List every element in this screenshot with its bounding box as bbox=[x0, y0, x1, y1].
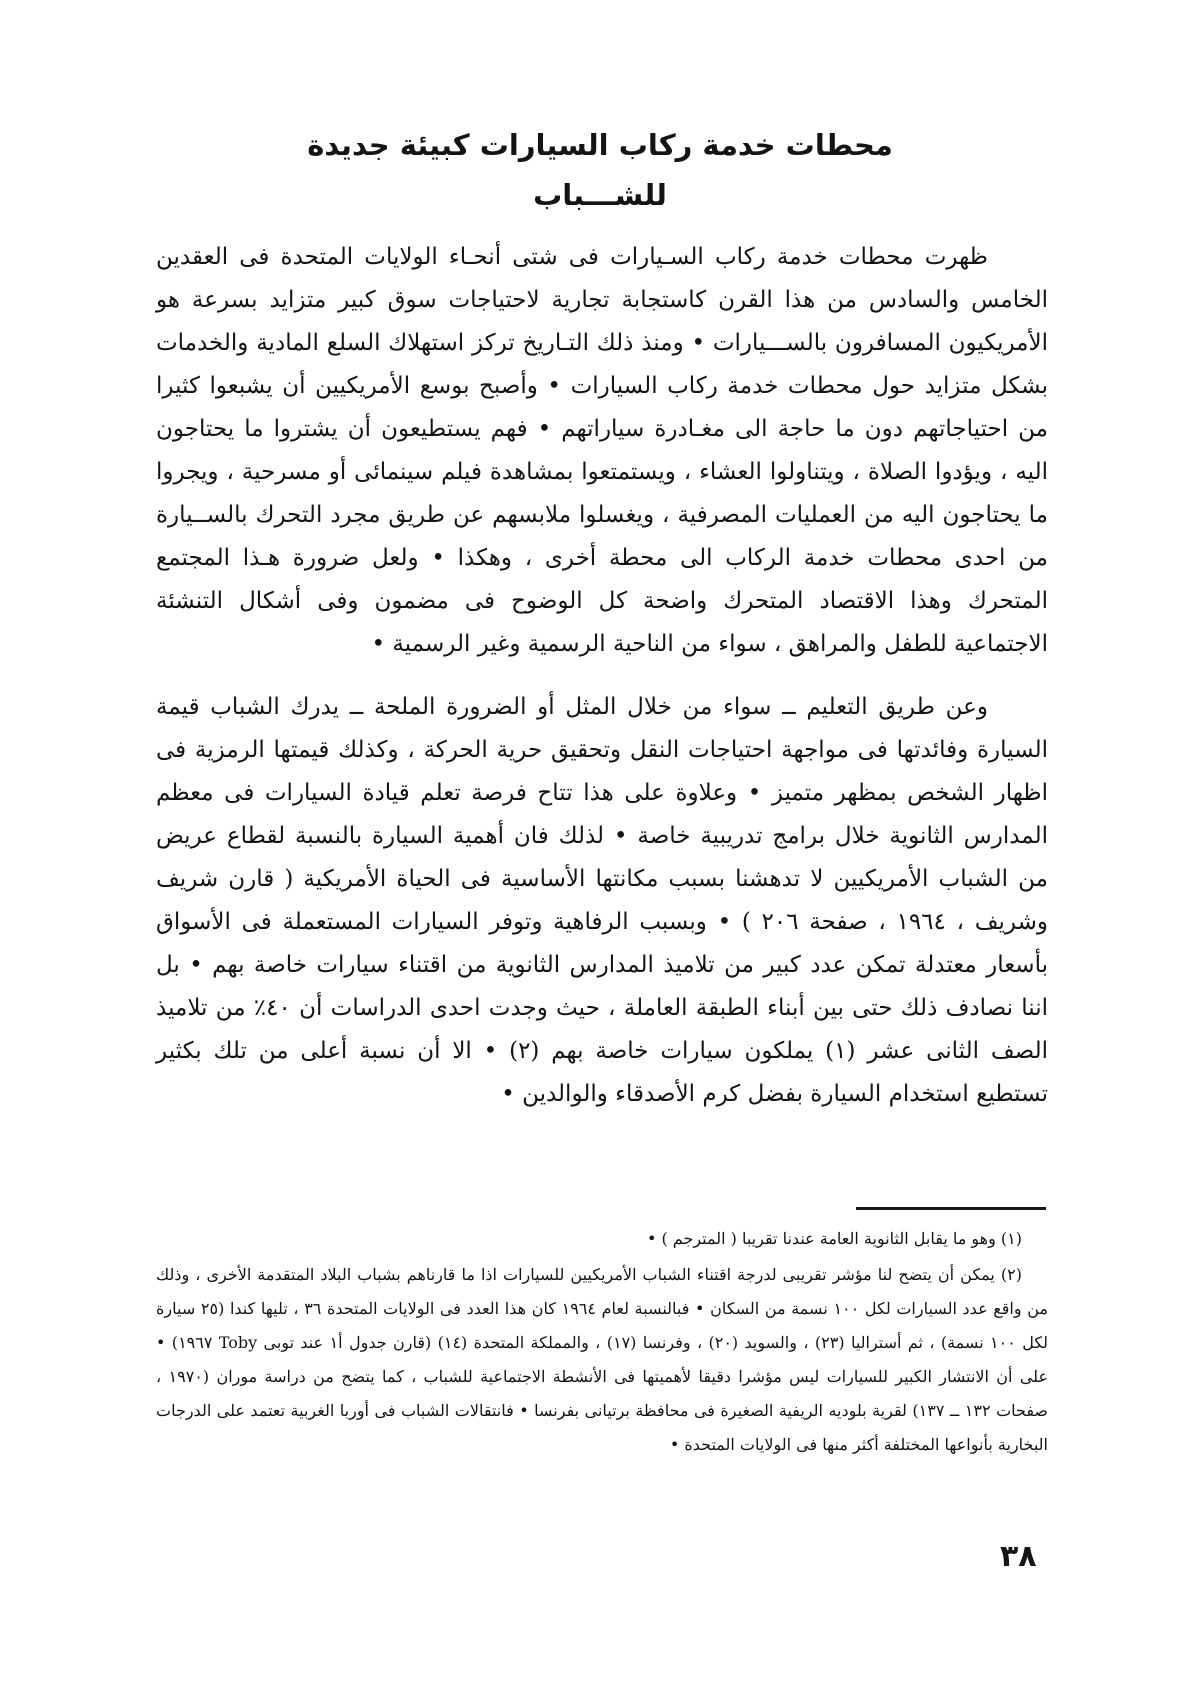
chapter-title bbox=[0, 120, 1200, 220]
page-number: ٣٨ bbox=[1000, 1539, 1037, 1574]
footnote-2: (٢) يمكن أن يتضح لنا مؤشر تقريبى لدرجة اقتناء الشباب الأمريكيين للسيارات اذا ما قارناهم بشباب البلاد المتقدمة الأخرى ، وذلك من واقع عدد السيارات لكل ١٠٠ نسمة من السكان • فبالنسبة لعام ١٩٦٤ كان هذا العدد فى الولايات المتحدة ٣٦ ، تليها كندا (٢٥ سيارة لكل ١٠٠ نسمة) ، ثم أستراليا (٢٣) ، والسويد (٢٠) ، وفرنسا (١٧) ، والمملكة المتحدة (١٤) (قارن جدول أ١ عند توبى Toby ١٩٦٧) • على أن الانتشار الكبير للسيارات ليس مؤشرا دقيقا لأهميتها فى الأنشطة الاجتماعية للشباب ، كما يتضح من دراسة موران (١٩٧٠ ، صفحات ١٣٢ ــ ١٣٧) لقرية بلوديه الريفية الصغيرة فى محافظة برتيانى بفرنسا • فانتقالات الشباب فى أوربا الغربية تعتمد على الدرجات البخارية بأنواعها المختلفة أكثر منها فى الولايات المتحدة • bbox=[156, 1265, 1049, 1454]
footnote-divider bbox=[856, 1207, 1046, 1210]
footnote-1: (١) وهو ما يقابل الثانوية العامة عندنا تقريبا ( المترجم ) • bbox=[646, 1229, 1022, 1248]
footnotes bbox=[156, 1222, 1048, 1462]
title-line-1: محطات خدمة ركاب السيارات كبيئة جديدة bbox=[307, 128, 893, 162]
title-line-2: للشـــباب bbox=[533, 178, 667, 212]
body-text bbox=[156, 236, 1048, 1116]
paragraph-2: وعن طريق التعليم ــ سواء من خلال المثل أو الضرورة الملحة ــ يدرك الشباب قيمة السيارة وفائدتها فى مواجهة احتياجات النقل وتحقيق حرية الحركة ، وكذلك قيمتها الرمزية فى اظهار الشخص بمظهر متميز • وعلاوة على هذا تتاح فرصة تعلم قيادة السيارات فى معظم المدارس الثانوية خلال برامج تدريبية خاصة • لذلك فان أهمية السيارة بالنسبة لقطاع عريض من الشباب الأمريكيين لا تدهشنا بسبب مكانتها الأساسية فى الحياة الأمريكية ( قارن شريف وشريف ، ١٩٦٤ ، صفحة ٢٠٦ ) • وبسبب الرفاهية وتوفر السيارات المستعملة فى الأسواق بأسعار معتدلة تمكن عدد كبير من تلاميذ المدارس الثانوية من اقتناء سيارات خاصة بهم • بل اننا نصادف ذلك حتى بين أبناء الطبقة العاملة ، حيث وجدت احدى الدراسات أن ٤٠٪ من تلاميذ الصف الثانى عشر (١) يملكون سيارات خاصة بهم (٢) • الا أن نسبة أعلى من تلك بكثير تستطيع استخدام السيارة بفضل كرم الأصدقاء والوالدين • bbox=[156, 694, 1048, 1107]
paragraph-1: ظهرت محطات خدمة ركاب السـيارات فى شتى أنحـاء الولايات المتحدة فى العقدين الخامس والسادس من هذا القرن كاستجابة تجارية لاحتياجات سوق كبير متزايد بسرعة هو الأمريكيون المسافرون بالســـيارات • ومنذ ذلك التـاريخ تركز استهلاك السلع المادية والخدمات بشكل متزايد حول محطات خدمة ركاب السيارات • وأصبح بوسع الأمريكيين أن يشبعوا كثيرا من احتياجاتهم دون ما حاجة الى مغـادرة سياراتهم • فهم يستطيعون أن يشتروا ما يحتاجون اليه ، ويؤدوا الصلاة ، ويتناولوا العشاء ، ويستمتعوا بمشاهدة فيلم سينمائى أو مسرحية ، ويجروا ما يحتاجون اليه من العمليات المصرفية ، ويغسلوا ملابسهم عن طريق مجرد التحرك بالســيارة من احدى محطات خدمة الركاب الى محطة أخرى ، وهكذا • ولعل ضرورة هـذا المجتمع المتحرك وهذا الاقتصاد المتحرك واضحة كل الوضوح فى مضمون وفى أشكال التنشئة الاجتماعية للطفل والمراهق ، سواء من الناحية الرسمية وغير الرسمية • bbox=[156, 244, 1048, 657]
